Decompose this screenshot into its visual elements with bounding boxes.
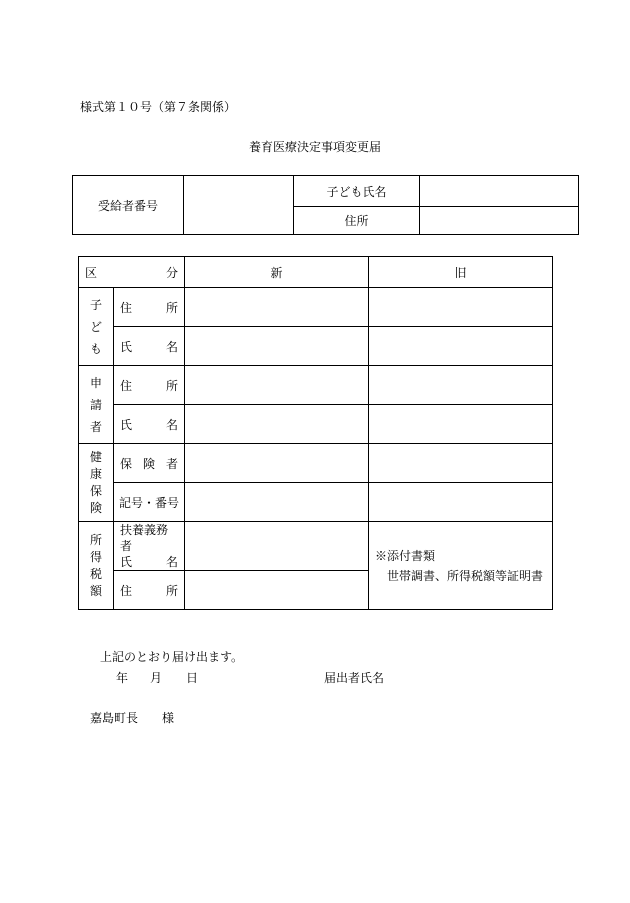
insurer-label: 保 険 者: [114, 444, 185, 483]
category-header: [79, 257, 185, 288]
dependent-address-label: 住 所: [114, 571, 185, 610]
change-details-table: [78, 256, 553, 610]
addressee-honorific: 様: [162, 711, 175, 725]
attachment-note: ※添付書類 世帯調書、所得税額等証明書: [369, 522, 553, 610]
recipient-number-label: 受給者番号: [73, 176, 184, 235]
form-number: 様式第１０号（第７条関係）: [80, 100, 237, 114]
dependent-name-label: 扶養義務者 氏 名: [114, 522, 185, 571]
new-header: 新: [185, 257, 369, 288]
dependent-name-new[interactable]: [185, 522, 369, 571]
applicant-address-label: 住 所: [114, 366, 185, 405]
child-address-new[interactable]: [185, 288, 369, 327]
child-name-row-label: 氏 名: [114, 327, 185, 366]
addressee-name: 嘉島町長: [90, 711, 139, 725]
child-name-label: 子ども氏名: [294, 176, 420, 207]
month-label: 月: [150, 671, 163, 685]
child-address-old[interactable]: [369, 288, 553, 327]
applicant-name-old[interactable]: [369, 405, 553, 444]
insurer-old[interactable]: [369, 444, 553, 483]
old-header: 旧: [369, 257, 553, 288]
child-group-label: 子 ど も: [79, 288, 114, 366]
symbol-number-label: 記号・番号: [114, 483, 185, 522]
address-label: 住所: [294, 207, 420, 235]
recipient-number-field[interactable]: [184, 176, 294, 235]
insurer-new[interactable]: [185, 444, 369, 483]
symbol-number-new[interactable]: [185, 483, 369, 522]
insurance-group-label: 健 康 保 険: [79, 444, 114, 522]
applicant-name-new[interactable]: [185, 405, 369, 444]
applicant-group-label: 申 請 者: [79, 366, 114, 444]
child-address-label: 住 所: [114, 288, 185, 327]
applicant-address-new[interactable]: [185, 366, 369, 405]
statement: 上記のとおり届け出ます。: [100, 650, 244, 664]
income-group-label: 所 得 税 額: [79, 522, 114, 610]
day-label: 日: [186, 671, 199, 685]
submitter-name-label: 届出者氏名: [324, 671, 385, 685]
dependent-address-new[interactable]: [185, 571, 369, 610]
applicant-name-label: 氏 名: [114, 405, 185, 444]
page-title: 養育医療決定事項変更届: [248, 140, 381, 154]
recipient-info-table: [72, 175, 579, 235]
child-name-new[interactable]: [185, 327, 369, 366]
category-header-right: 分: [165, 265, 178, 280]
year-label: 年: [116, 671, 129, 685]
applicant-address-old[interactable]: [369, 366, 553, 405]
child-name-field[interactable]: [420, 176, 579, 207]
symbol-number-old[interactable]: [369, 483, 553, 522]
address-field[interactable]: [420, 207, 579, 235]
child-name-old[interactable]: [369, 327, 553, 366]
category-header-left: 区: [85, 265, 98, 280]
